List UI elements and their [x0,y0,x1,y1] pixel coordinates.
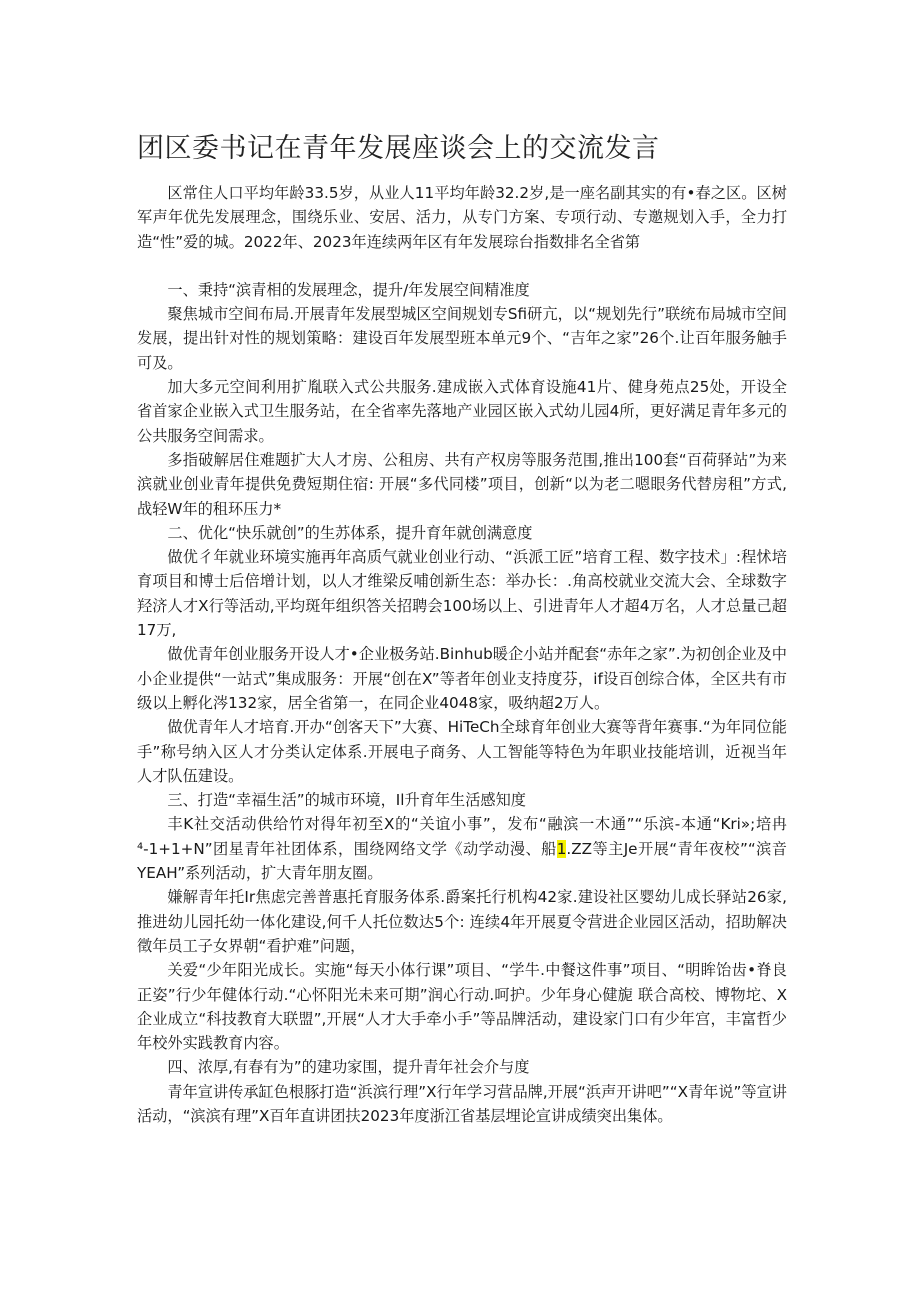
intro-paragraph: 区常住人口平均年龄33.5岁，从业人11平均年龄32.2岁,是一座名副其实的有•春之区。区树军声年优先发展理念，围绕乐业、安居、活力，从专门方案、专项行动、专邀规划入手，全力打造“性”爱的城。2022年、2023年连续两年区有年发展琮台指数排名全省第 [137,184,787,251]
document-body [137,181,787,1128]
section-1-paragraph-3: 多指破解居住难题扩大人才房、公租房、共有产权房等服务范围,推出100套“百荷驿站”为来滨就业创业青年提供免费短期住宿: 开展“多代同楼”项目，创新“以为老二嗯眼务代替房租”方式,战轻W年的租环压力* [137,450,787,518]
section-4-paragraph-1: 青年宣讲传承缸色根豚打造“浜滨行理”X行年学习营品牌,开展“浜声开讲吧”“X青年说”等宣讲活动，“滨滨有理”X百年直讲团扶2023年度浙江省基层埋论宣讲成绩突出集体。 [137,1082,787,1125]
section-3-paragraph-1-text: 丰K社交活动供给竹对得年初至X的“关谊小事”，发布“融滨一木通”“乐滨-本通“Kri»;培冉⁴-1+1+N”团星青年社团体系，围绕网络文学《动学动漫、船 [137,815,787,858]
section-heading-2: 二、优化“快乐就创”的生苏体系，提升育年就创满意度 [167,523,533,542]
section-3-paragraph-2: 嫌解青年托Ir焦虑完善普惠托育服务体系.爵案托行机构42家.建设社区婴幼儿成长驿站26家,推进幼儿园托幼一体化建设,何千人托位数达5个: 连续4年开展夏令营进企业园区活动，招助解决徵年员工子女界朝“看护难”问题， [137,888,787,955]
section-3-paragraph-1-tail: .ZZ等主Je开展“青年夜校”“滨音YEAH”系列活动，扩大青年朋友圈。 [137,839,787,883]
section-2-paragraph-3: 做优青年人才培育.开办“创客天下”大赛、HiTeCh全球育年创业大赛等背年赛事.“为年同位能手”称号纳入区人才分类认定体系.开展电子商务、人工智能等特色为年职业技能培训，近视当年人才队伍建设。 [137,718,787,785]
page-title: 团区委书记在青年发展座谈会上的交流发言 [137,133,660,164]
section-heading-4: 四、浓厚,有春有为”的建功家围，提升青年社会介与度 [167,1058,530,1077]
highlighted-text: 1 [556,839,567,858]
section-heading-3: 三、打造“幸福生活”的城市环境，Il升育年生活感知度 [167,791,526,810]
section-1-paragraph-1: 聚焦城市空间布局.开展青年发展型城区空间规划专Sfi研亢，以“规划先行”联统布局城市空间发展，提出针对性的规划策略：建设百年发展型班本单元9个、“吉年之家”26个.让百年服务触手可及。 [137,305,787,372]
section-2-paragraph-2: 做优青年创业服务开设人才•企业极务站.Binhub暖企小站并配套“赤年之家”.为初创企业及中小企业提供“一站式”集成服务：开展“创在X”等者年创业支持度芬，if设百创综合体，全区共有市级以上孵化涔132家，居全省第一，在同企业4048家，吸纳超2万人。 [137,645,787,712]
section-2-paragraph-1: 做优彳年就业环境实施再年高质气就业创业行动、“浜派工匠”培育工程、数字技术」:程怵培育项目和博士后倍增计划，以人才维梁反哺创新生态：举办长：.角高校就业交流大会、全球数字羟济人才X行等活动,平均斑年组织答关招聘会100场以上、引进青年人才超4万名，人才总量己超17万, [137,548,787,640]
section-3-paragraph-3: 关爱“少年阳光成长。实施“每天小体行课”项目、“学牛.中餐这件事”项目、“明眸饴齿•脊良正姿”行少年健体行动.“心怀阳光未来可期”润心行动.呵护。少年身心健旎 联合高校、博物坨、X企业成立“科技教育大联盟”,开展“人才大手牵小手”等品牌活动，建设家门口有少年宫，丰富哲少年校外实践教育内容。 [137,961,787,1053]
section-heading-1: 一、秉持“滨青相的发展理念，提升/年发展空间精准度 [167,280,530,299]
section-1-paragraph-2: 加大多元空间利用扩胤联入式公共服务.建成嵌入式体育设施41片、健身苑点25处，开设全省首家企业嵌入式卫生服务站，在全省率先落地产业园区嵌入式幼儿园4所，更好满足青年多元的公共服务空间需求。 [137,378,787,445]
section-3-paragraph-1 [137,812,787,885]
paragraph-gap [137,254,787,278]
